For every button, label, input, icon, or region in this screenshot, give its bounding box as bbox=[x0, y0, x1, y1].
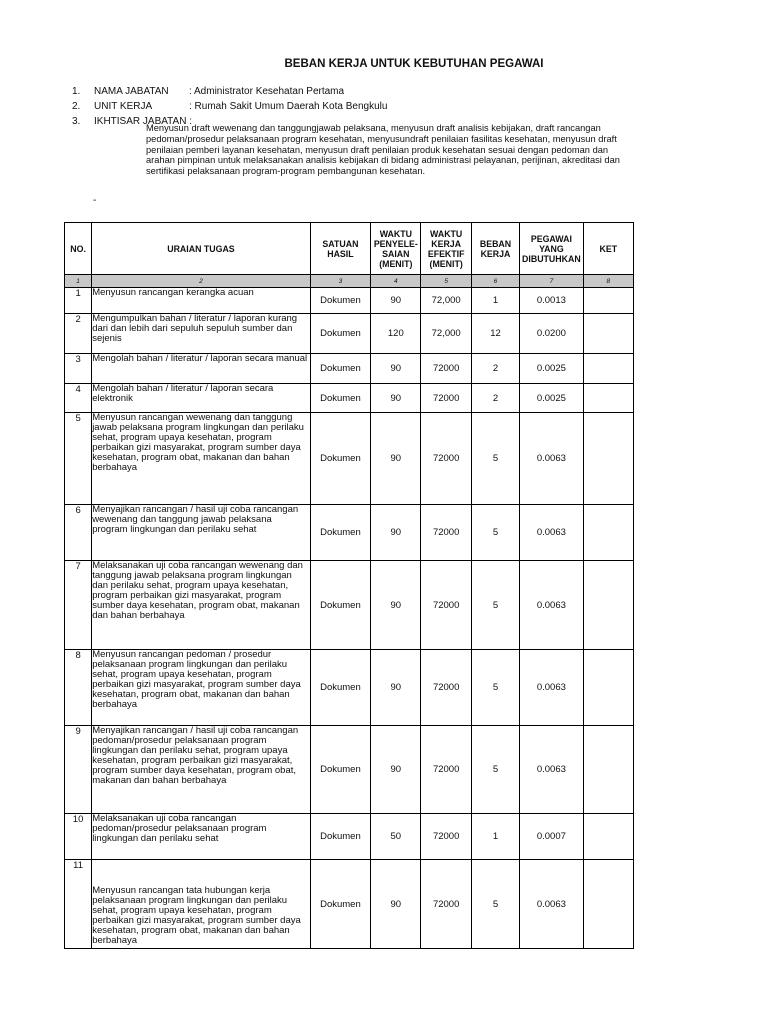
efektif-cell: 72000 bbox=[421, 860, 471, 949]
table-row bbox=[65, 650, 634, 726]
row-number: 8 bbox=[65, 650, 92, 726]
index-cell: 8 bbox=[583, 275, 633, 288]
efektif-cell: 72000 bbox=[421, 354, 471, 384]
pegawai-cell: 0.0200 bbox=[520, 314, 583, 354]
beban-cell: 5 bbox=[471, 561, 519, 650]
efektif-cell: 72000 bbox=[421, 650, 471, 726]
pegawai-cell: 0.0063 bbox=[520, 561, 583, 650]
header-uraian: URAIAN TUGAS bbox=[92, 223, 311, 275]
dash-mark: - bbox=[93, 195, 97, 206]
efektif-cell: 72,000 bbox=[421, 314, 471, 354]
waktu-cell: 90 bbox=[371, 413, 421, 505]
satuan-cell: Dokumen bbox=[310, 650, 370, 726]
satuan-cell: Dokumen bbox=[310, 413, 370, 505]
efektif-cell: 72000 bbox=[421, 726, 471, 814]
info-row-ikhtisar: 3. IKHTISAR JABATAN : bbox=[72, 116, 192, 127]
pegawai-cell: 0.0063 bbox=[520, 726, 583, 814]
table-row bbox=[65, 413, 634, 505]
beban-cell: 1 bbox=[471, 288, 519, 314]
task-description: Menyusun rancangan wewenang dan tanggung jawab pelaksana program lingkungan dan perilaku sehat, program upaya kesehatan, program perbaikan gizi masyarakat, program sumber daya kesehatan, program obat, makanan dan bahan berbahaya bbox=[92, 413, 311, 505]
row-number: 9 bbox=[65, 726, 92, 814]
task-description: Menyusun rancangan kerangka acuan bbox=[92, 288, 311, 314]
index-cell: 1 bbox=[65, 275, 92, 288]
waktu-cell: 90 bbox=[371, 561, 421, 650]
ket-cell bbox=[583, 561, 633, 650]
satuan-cell: Dokumen bbox=[310, 288, 370, 314]
table-row bbox=[65, 288, 634, 314]
row-number: 11 bbox=[65, 860, 92, 949]
efektif-cell: 72000 bbox=[421, 413, 471, 505]
satuan-cell: Dokumen bbox=[310, 561, 370, 650]
ket-cell bbox=[583, 860, 633, 949]
beban-cell: 12 bbox=[471, 314, 519, 354]
efektif-cell: 72000 bbox=[421, 505, 471, 561]
header-ket: KET bbox=[583, 223, 633, 275]
efektif-cell: 72000 bbox=[421, 814, 471, 860]
satuan-cell: Dokumen bbox=[310, 814, 370, 860]
table-index-row bbox=[65, 275, 634, 288]
ket-cell bbox=[583, 288, 633, 314]
ket-cell bbox=[583, 413, 633, 505]
ket-cell bbox=[583, 384, 633, 413]
ket-cell bbox=[583, 814, 633, 860]
waktu-cell: 120 bbox=[371, 314, 421, 354]
pegawai-cell: 0.0025 bbox=[520, 354, 583, 384]
waktu-cell: 90 bbox=[371, 650, 421, 726]
beban-cell: 5 bbox=[471, 726, 519, 814]
index-cell: 2 bbox=[92, 275, 311, 288]
index-cell: 6 bbox=[471, 275, 519, 288]
header-satuan: SATUAN HASIL bbox=[310, 223, 370, 275]
task-text: Menyusun rancangan tata hubungan kerja pelaksanaan program lingkungan dan perilaku sehat, program upaya kesehatan, program perbaikan gizi masyarakat, program sumber daya kesehatan, program obat, makanan dan bahan berbahaya bbox=[92, 885, 301, 946]
beban-cell: 5 bbox=[471, 650, 519, 726]
task-description: Menyajikan rancangan / hasil uji coba rancangan wewenang dan tanggung jawab pelaksana program lingkungan dan perilaku sehat bbox=[92, 505, 311, 561]
beban-cell: 2 bbox=[471, 354, 519, 384]
ket-cell bbox=[583, 354, 633, 384]
waktu-cell: 90 bbox=[371, 860, 421, 949]
header-pegawai: PEGAWAI YANG DIBUTUHKAN bbox=[520, 223, 583, 275]
ket-cell bbox=[583, 314, 633, 354]
pegawai-cell: 0.0013 bbox=[520, 288, 583, 314]
header-waktu-efektif: WAKTU KERJA EFEKTIF (MENIT) bbox=[421, 223, 471, 275]
pegawai-cell: 0.0007 bbox=[520, 814, 583, 860]
satuan-cell: Dokumen bbox=[310, 384, 370, 413]
efektif-cell: 72000 bbox=[421, 561, 471, 650]
waktu-cell: 90 bbox=[371, 288, 421, 314]
task-description: Mengumpulkan bahan / literatur / laporan kurang dari dan lebih dari sepuluh sepuluh sumber dan sejenis bbox=[92, 314, 311, 354]
satuan-cell: Dokumen bbox=[310, 314, 370, 354]
row-number: 4 bbox=[65, 384, 92, 413]
table-row bbox=[65, 354, 634, 384]
waktu-cell: 90 bbox=[371, 384, 421, 413]
row-number: 2 bbox=[65, 314, 92, 354]
waktu-cell: 90 bbox=[371, 726, 421, 814]
index-cell: 7 bbox=[520, 275, 583, 288]
header-beban: BEBAN KERJA bbox=[471, 223, 519, 275]
satuan-cell: Dokumen bbox=[310, 354, 370, 384]
waktu-cell: 90 bbox=[371, 505, 421, 561]
waktu-cell: 50 bbox=[371, 814, 421, 860]
beban-cell: 5 bbox=[471, 505, 519, 561]
table-row bbox=[65, 860, 634, 949]
header-no: NO. bbox=[65, 223, 92, 275]
task-description: Menyusun rancangan pedoman / prosedur pelaksanaan program lingkungan dan perilaku sehat, program upaya kesehatan, program perbaikan gizi masyarakat, program sumber daya kesehatan, program obat, makanan dan bahan berbahaya bbox=[92, 650, 311, 726]
satuan-cell: Dokumen bbox=[310, 860, 370, 949]
document-title: BEBAN KERJA UNTUK KEBUTUHAN PEGAWAI bbox=[284, 58, 544, 70]
pegawai-cell: 0.0063 bbox=[520, 650, 583, 726]
beban-cell: 5 bbox=[471, 860, 519, 949]
pegawai-cell: 0.0025 bbox=[520, 384, 583, 413]
ket-cell bbox=[583, 726, 633, 814]
row-number: 5 bbox=[65, 413, 92, 505]
pegawai-cell: 0.0063 bbox=[520, 860, 583, 949]
task-description: Mengolah bahan / literatur / laporan secara manual bbox=[92, 354, 311, 384]
task-description: Melaksanakan uji coba rancangan pedoman/prosedur pelaksanaan program lingkungan dan perilaku sehat bbox=[92, 814, 311, 860]
beban-cell: 2 bbox=[471, 384, 519, 413]
row-number: 10 bbox=[65, 814, 92, 860]
satuan-cell: Dokumen bbox=[310, 726, 370, 814]
ket-cell bbox=[583, 650, 633, 726]
ikhtisar-text: Menyusun draft wewenang dan tanggungjawab pelaksana, menyusun draft analisis kebijakan, draft rancangan pedoman/prosedur pelaksanaan program kesehatan, menyusundraft penilaian fasilitas kesehatan, menyusun draft penilaian pemberi layanan kesehatan, menyusun draft penilaian produk kesehatan sesuai dengan pedoman dan arahan pimpinan untuk melaksanakan analisis kebijakan di bidang administrasi pelayanan, perijinan, akreditasi dan sertifikasi pelaksanaan program-program pembangunan kesehatan. bbox=[146, 123, 620, 177]
pegawai-cell: 0.0063 bbox=[520, 413, 583, 505]
efektif-cell: 72,000 bbox=[421, 288, 471, 314]
ket-cell bbox=[583, 505, 633, 561]
table-row bbox=[65, 505, 634, 561]
info-row-nama-jabatan: 1. NAMA JABATAN : Administrator Kesehatan Pertama bbox=[72, 86, 345, 97]
task-description: Mengolah bahan / literatur / laporan secara elektronik bbox=[92, 384, 311, 413]
row-number: 1 bbox=[65, 288, 92, 314]
index-cell: 4 bbox=[371, 275, 421, 288]
row-number: 3 bbox=[65, 354, 92, 384]
waktu-cell: 90 bbox=[371, 354, 421, 384]
task-description: Menyajikan rancangan / hasil uji coba rancangan pedoman/prosedur pelaksanaan program lingkungan dan perilaku sehat, program upaya kesehatan, program perbaikan gizi masyarakat, program sumber daya kesehatan, program obat, makanan dan bahan berbahaya bbox=[92, 726, 311, 814]
pegawai-cell: 0.0063 bbox=[520, 505, 583, 561]
table-row bbox=[65, 561, 634, 650]
satuan-cell: Dokumen bbox=[310, 505, 370, 561]
table-row bbox=[65, 384, 634, 413]
index-cell: 3 bbox=[310, 275, 370, 288]
info-row-unit-kerja: 2. UNIT KERJA : Rumah Sakit Umum Daerah Kota Bengkulu bbox=[72, 101, 388, 112]
beban-cell: 1 bbox=[471, 814, 519, 860]
header-waktu-penyelesaian: WAKTU PENYELE-SAIAN (MENIT) bbox=[371, 223, 421, 275]
workload-table bbox=[64, 222, 634, 949]
task-description: Melaksanakan uji coba rancangan wewenang dan tanggung jawab pelaksana program lingkungan dan perilaku sehat, program upaya kesehatan, program perbaikan gizi masyarakat, program sumber daya kesehatan, program obat, makanan dan bahan berbahaya bbox=[92, 561, 311, 650]
table-header-row bbox=[65, 223, 634, 275]
row-number: 6 bbox=[65, 505, 92, 561]
table-body bbox=[65, 288, 634, 949]
row-number: 7 bbox=[65, 561, 92, 650]
table-row bbox=[65, 726, 634, 814]
task-description bbox=[92, 860, 311, 949]
beban-cell: 5 bbox=[471, 413, 519, 505]
table-row bbox=[65, 814, 634, 860]
table-row bbox=[65, 314, 634, 354]
efektif-cell: 72000 bbox=[421, 384, 471, 413]
index-cell: 5 bbox=[421, 275, 471, 288]
